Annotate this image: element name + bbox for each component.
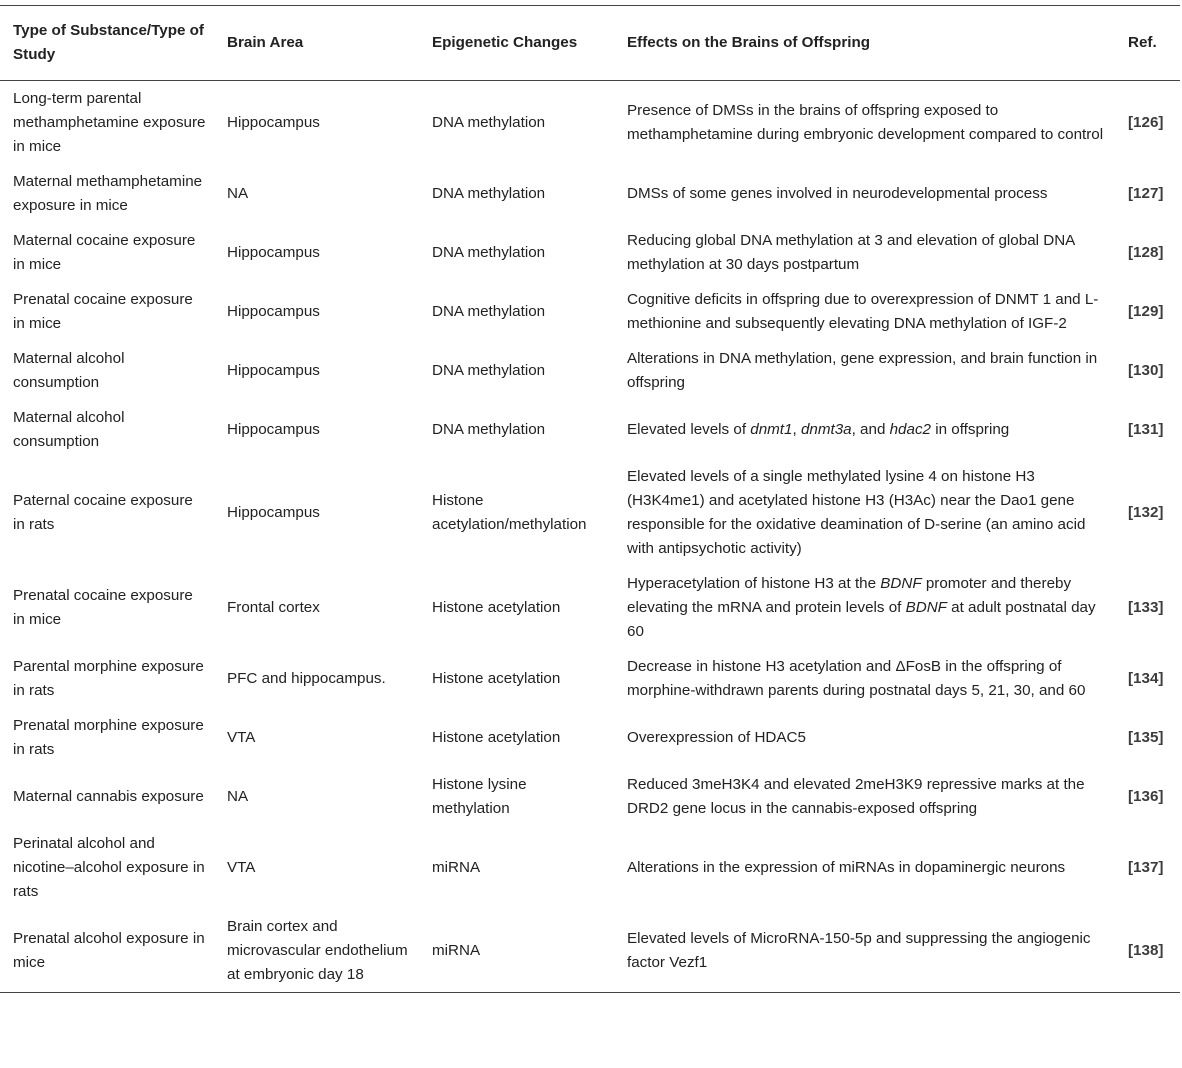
- epigenetics-table-container: [0, 5, 1180, 993]
- cell-epigenetic-changes: DNA methylation: [432, 113, 546, 131]
- cell-effects: [614, 566, 1120, 649]
- cell-brain-area: PFC and hippocampus.: [227, 669, 386, 687]
- table-row: [0, 826, 1180, 909]
- header-substance: Type of Substance/Type of Study: [13, 22, 204, 63]
- cell-effects: Elevated levels of MicroRNA-150-5p and suppressing the angiogenic factor Vezf1: [627, 929, 1091, 971]
- cell-effects: Alterations in the expression of miRNAs in dopaminergic neurons: [627, 858, 1066, 876]
- ref-link[interactable]: [129]: [1128, 302, 1164, 320]
- table-row: [0, 767, 1180, 826]
- cell-effects: Elevated levels of a single methylated lysine 4 on histone H3 (H3K4me1) and acetylated histone H3 (H3Ac) near the Dao1 gene responsible for the oxidative deamination of D-serine (an amino acid with antipsychotic activity): [627, 467, 1086, 557]
- table-row: [0, 400, 1180, 459]
- ref-link[interactable]: [133]: [1128, 598, 1164, 616]
- ref-link[interactable]: [132]: [1128, 503, 1164, 521]
- cell-brain-area: Brain cortex and microvascular endothelium at embryonic day 18: [227, 917, 408, 983]
- ref-link[interactable]: [127]: [1128, 184, 1164, 202]
- cell-substance: Long-term parental methamphetamine exposure in mice: [13, 89, 206, 155]
- table-row: [0, 708, 1180, 767]
- effects-text: Elevated levels of: [627, 420, 751, 438]
- table-row: [0, 223, 1180, 282]
- cell-epigenetic-changes: DNA methylation: [432, 361, 546, 379]
- epigenetics-table: [0, 5, 1180, 993]
- cell-effects: Overexpression of HDAC5: [627, 728, 806, 746]
- cell-brain-area: Frontal cortex: [227, 598, 320, 616]
- gene-name: BDNF: [905, 598, 947, 616]
- cell-substance: Prenatal cocaine exposure in mice: [13, 586, 193, 628]
- table-row: [0, 81, 1180, 165]
- table-row: [0, 282, 1180, 341]
- effects-text: in offspring: [931, 420, 1010, 438]
- cell-brain-area: Hippocampus: [227, 420, 320, 438]
- ref-link[interactable]: [131]: [1128, 420, 1164, 438]
- header-ref: Ref.: [1128, 34, 1157, 51]
- cell-substance: Maternal alcohol consumption: [13, 408, 125, 450]
- cell-substance: Prenatal cocaine exposure in mice: [13, 290, 193, 332]
- cell-effects: Reduced 3meH3K4 and elevated 2meH3K9 repressive marks at the DRD2 gene locus in the cannabis-exposed offspring: [627, 775, 1085, 817]
- gene-name: BDNF: [880, 574, 922, 592]
- cell-substance: Paternal cocaine exposure in rats: [13, 491, 193, 533]
- cell-epigenetic-changes: miRNA: [432, 941, 481, 959]
- cell-brain-area: Hippocampus: [227, 243, 320, 261]
- cell-effects: Alterations in DNA methylation, gene expression, and brain function in offspring: [627, 349, 1098, 391]
- table-header: [0, 6, 1180, 81]
- ref-link[interactable]: [136]: [1128, 787, 1164, 805]
- cell-brain-area: Hippocampus: [227, 302, 320, 320]
- cell-effects: [614, 400, 1120, 459]
- cell-brain-area: NA: [227, 787, 249, 805]
- header-brain-area: Brain Area: [227, 34, 304, 51]
- cell-epigenetic-changes: Histone acetylation: [432, 728, 561, 746]
- ref-link[interactable]: [126]: [1128, 113, 1164, 131]
- cell-substance: Parental morphine exposure in rats: [13, 657, 204, 699]
- table-row: [0, 164, 1180, 223]
- cell-epigenetic-changes: DNA methylation: [432, 243, 546, 261]
- cell-epigenetic-changes: DNA methylation: [432, 302, 546, 320]
- cell-epigenetic-changes: DNA methylation: [432, 184, 546, 202]
- cell-epigenetic-changes: DNA methylation: [432, 420, 546, 438]
- ref-link[interactable]: [130]: [1128, 361, 1164, 379]
- effects-text: ,: [792, 420, 801, 438]
- cell-effects: Presence of DMSs in the brains of offspring exposed to methamphetamine during embryonic development compared to control: [627, 101, 1104, 143]
- cell-epigenetic-changes: Histone lysine methylation: [432, 775, 527, 817]
- cell-brain-area: Hippocampus: [227, 503, 320, 521]
- ref-link[interactable]: [138]: [1128, 941, 1164, 959]
- table-row: [0, 459, 1180, 566]
- effects-text: Hyperacetylation of histone H3 at the: [627, 574, 881, 592]
- cell-epigenetic-changes: Histone acetylation/methylation: [432, 491, 587, 533]
- ref-link[interactable]: [135]: [1128, 728, 1164, 746]
- cell-substance: Maternal cocaine exposure in mice: [13, 231, 196, 273]
- table-row: [0, 341, 1180, 400]
- gene-name: dnmt1: [750, 420, 793, 438]
- cell-effects: Decrease in histone H3 acetylation and ΔFosB in the offspring of morphine-withdrawn parents during postnatal days 5, 21, 30, and 60: [627, 657, 1086, 699]
- effects-text: at adult postnatal day 60: [627, 598, 1096, 640]
- cell-substance: Prenatal morphine exposure in rats: [13, 716, 204, 758]
- cell-brain-area: NA: [227, 184, 249, 202]
- ref-link[interactable]: [128]: [1128, 243, 1164, 261]
- cell-substance: Maternal methamphetamine exposure in mice: [13, 172, 203, 214]
- header-effects: Effects on the Brains of Offspring: [627, 34, 871, 51]
- ref-link[interactable]: [137]: [1128, 858, 1164, 876]
- cell-substance: Maternal alcohol consumption: [13, 349, 125, 391]
- cell-epigenetic-changes: Histone acetylation: [432, 598, 561, 616]
- cell-substance: Prenatal alcohol exposure in mice: [13, 929, 205, 971]
- cell-brain-area: VTA: [227, 728, 256, 746]
- cell-brain-area: Hippocampus: [227, 361, 320, 379]
- cell-brain-area: Hippocampus: [227, 113, 320, 131]
- cell-substance: Maternal cannabis exposure: [13, 787, 204, 805]
- gene-name: hdac2: [889, 420, 931, 438]
- effects-text: promoter and thereby elevating the mRNA and protein levels of: [627, 574, 1072, 616]
- table-body: [0, 81, 1180, 993]
- table-row: [0, 566, 1180, 649]
- header-epigenetic-changes: Epigenetic Changes: [432, 34, 578, 51]
- table-row: [0, 909, 1180, 993]
- header-row: [0, 6, 1180, 81]
- ref-link[interactable]: [134]: [1128, 669, 1164, 687]
- cell-effects: Cognitive deficits in offspring due to overexpression of DNMT 1 and L-methionine and subsequently elevating DNA methylation of IGF-2: [627, 290, 1099, 332]
- cell-effects: DMSs of some genes involved in neurodevelopmental process: [627, 184, 1048, 202]
- cell-brain-area: VTA: [227, 858, 256, 876]
- effects-text: , and: [851, 420, 890, 438]
- table-row: [0, 649, 1180, 708]
- gene-name: dnmt3a: [800, 420, 852, 438]
- cell-epigenetic-changes: miRNA: [432, 858, 481, 876]
- cell-substance: Perinatal alcohol and nicotine–alcohol exposure in rats: [13, 834, 205, 900]
- cell-epigenetic-changes: Histone acetylation: [432, 669, 561, 687]
- cell-effects: Reducing global DNA methylation at 3 and elevation of global DNA methylation at 30 days postpartum: [627, 231, 1075, 273]
